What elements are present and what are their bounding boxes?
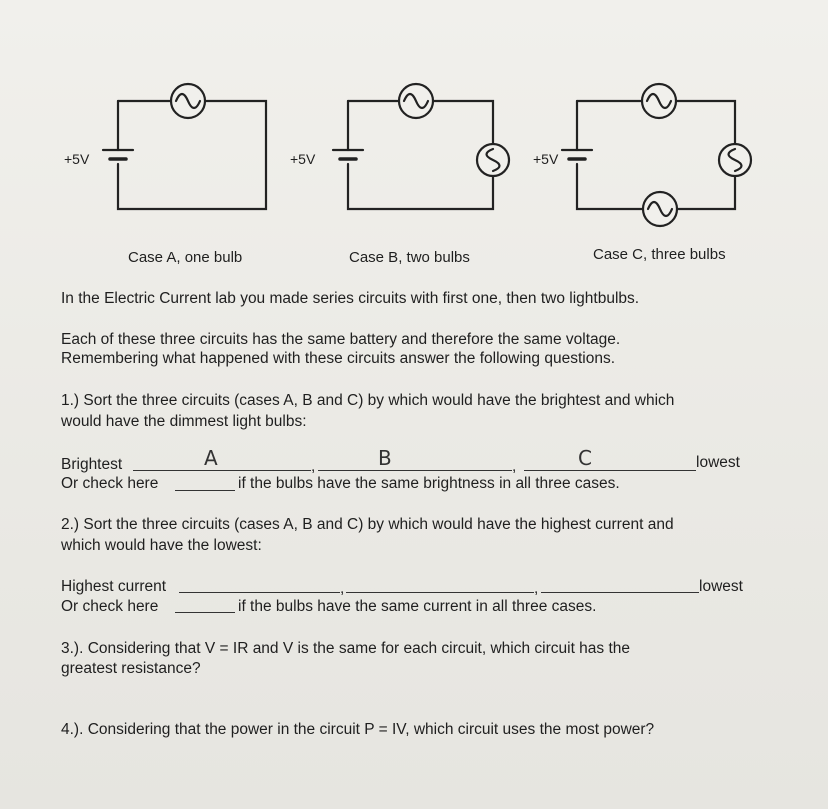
answer-blank-3[interactable]	[541, 592, 699, 593]
check-blank[interactable]	[175, 612, 235, 613]
answer-blank-1[interactable]	[179, 592, 340, 593]
comma-separator: ,	[340, 580, 345, 597]
intro-text: Remembering what happened with these circuits answer the following questions.	[61, 350, 615, 367]
bulb-icon	[171, 84, 205, 118]
check-label: Or check here	[61, 475, 159, 492]
circuit-case-a	[103, 84, 266, 209]
caption-case-a: Case A, one bulb	[128, 249, 243, 266]
circuit-case-b	[333, 84, 509, 209]
question-3-text: greatest resistance?	[61, 660, 201, 677]
comma-separator: ,	[311, 458, 316, 475]
question-1-text: 1.) Sort the three circuits (cases A, B and C) by which would have the brightest and which	[61, 392, 675, 409]
comma-separator: ,	[534, 580, 539, 597]
lowest-label: lowest	[699, 578, 743, 595]
voltage-label-a: +5V	[64, 151, 90, 167]
answer-blank-1[interactable]	[133, 470, 311, 471]
bulb-icon	[477, 144, 509, 176]
bulb-icon	[642, 84, 676, 118]
brightest-label: Brightest	[61, 456, 123, 473]
highest-current-label: Highest current	[61, 578, 167, 595]
question-4-text: 4.). Considering that the power in the circuit P = IV, which circuit uses the most power?	[61, 721, 655, 738]
bulb-icon	[719, 144, 751, 176]
circuit-diagrams	[0, 0, 828, 260]
intro-text: Each of these three circuits has the same battery and therefore the same voltage.	[61, 331, 621, 348]
answer-blank-3[interactable]	[524, 470, 696, 471]
intro-text: In the Electric Current lab you made series circuits with first one, then two lightbulbs.	[61, 290, 640, 307]
question-3-text: 3.). Considering that V = IR and V is the same for each circuit, which circuit has the	[61, 640, 631, 657]
handwritten-answer: B	[378, 446, 392, 470]
check-text: if the bulbs have the same brightness in all three cases.	[238, 475, 620, 492]
answer-blank-2[interactable]	[318, 470, 512, 471]
circuit-case-c	[562, 84, 751, 226]
handwritten-answer: C	[578, 446, 592, 470]
check-blank[interactable]	[175, 490, 235, 491]
question-2-text: 2.) Sort the three circuits (cases A, B and C) by which would have the highest current and	[61, 516, 674, 533]
voltage-label-c: +5V	[533, 151, 559, 167]
question-1-text: would have the dimmest light bulbs:	[61, 413, 307, 430]
caption-case-b: Case B, two bulbs	[349, 249, 470, 266]
check-text: if the bulbs have the same current in all three cases.	[238, 598, 597, 615]
question-2-text: which would have the lowest:	[61, 537, 262, 554]
check-label: Or check here	[61, 598, 159, 615]
comma-separator: ,	[512, 458, 517, 475]
bulb-icon	[643, 192, 677, 226]
lowest-label: lowest	[696, 454, 740, 471]
handwritten-answer: A	[204, 446, 218, 470]
bulb-icon	[399, 84, 433, 118]
answer-blank-2[interactable]	[346, 592, 534, 593]
caption-case-c: Case C, three bulbs	[593, 246, 726, 263]
voltage-label-b: +5V	[290, 151, 316, 167]
